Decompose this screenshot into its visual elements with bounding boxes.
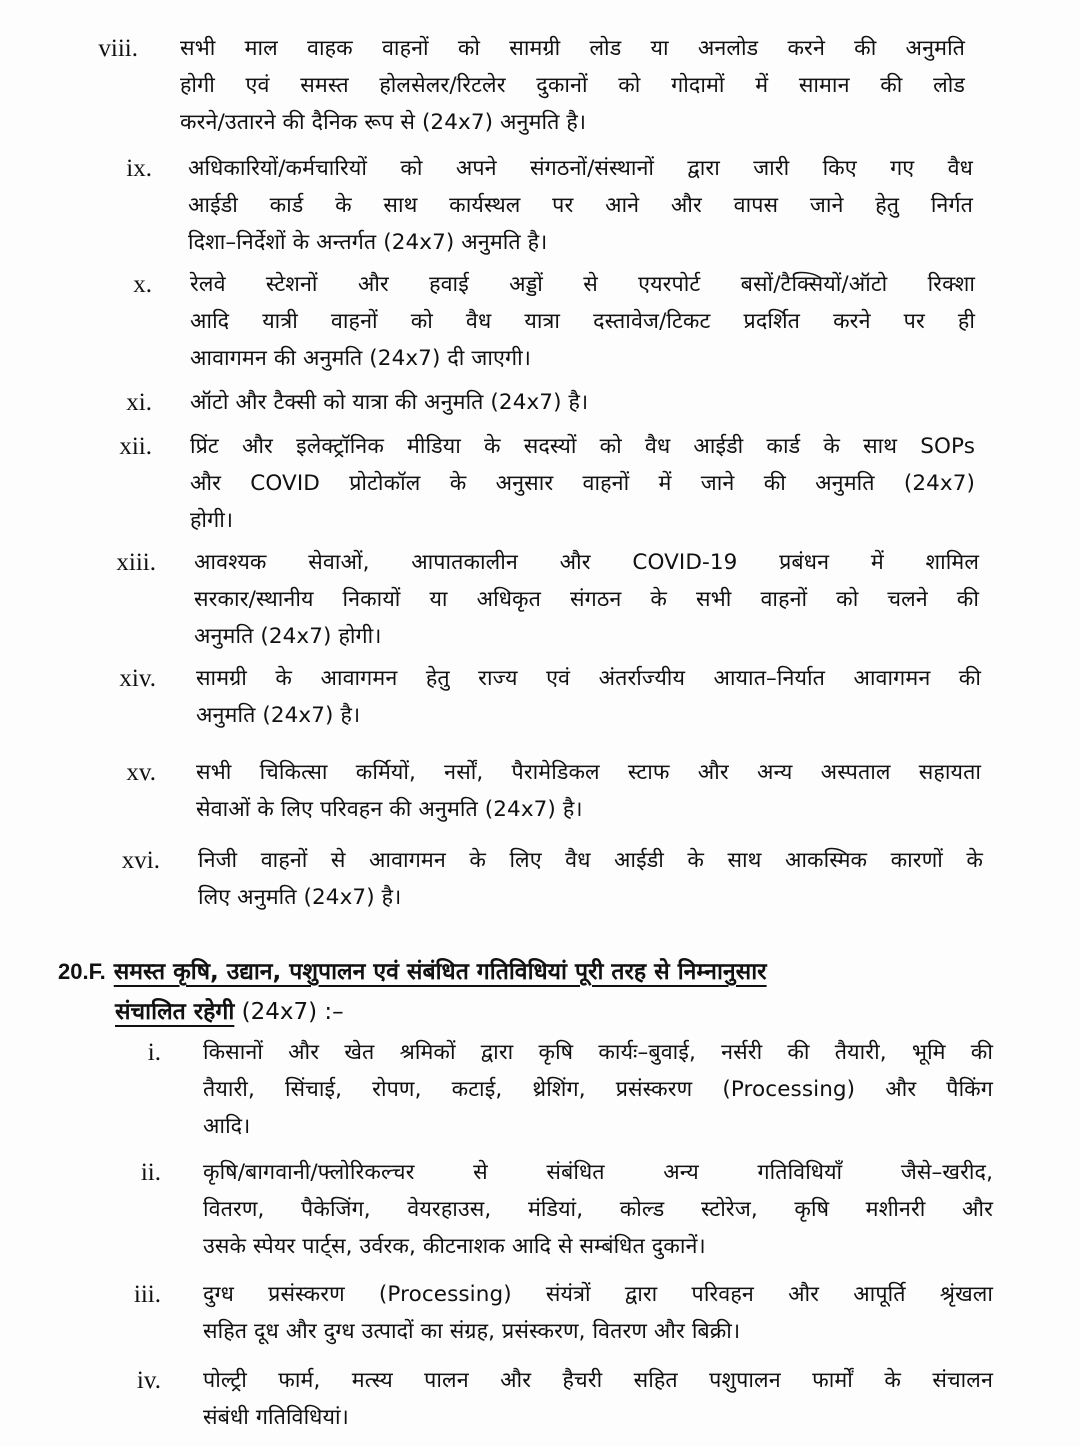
- text-line: पोल्ट्री फार्म, मत्स्य पालन और हैचरी सहित पशुपालन फार्मों के संचालन: [203, 1368, 993, 1393]
- item-number: i.: [147, 1039, 161, 1066]
- text-line: और COVID प्रोटोकॉल के अनुसार वाहनों में जाने की अनुमति (24x7): [190, 471, 975, 496]
- item-number: x.: [133, 271, 152, 298]
- list-item-xvi: [100, 842, 983, 916]
- heading-line-2: संचालित रहेगी: [115, 999, 235, 1025]
- item-text: [190, 428, 975, 539]
- text-line: अनुमति (24x7) होगी।: [194, 624, 382, 649]
- text-line: दुग्ध प्रसंस्करण (Processing) संयंत्रों द्वारा परिवहन और आपूर्ति श्रृंखला: [203, 1282, 993, 1307]
- item-text: [196, 754, 981, 828]
- item-number: xvi.: [121, 847, 160, 874]
- text-line: कृषि/बागवानी/फ्लोरिकल्चर से संबंधित अन्य गतिविधियाँ जैसे–खरीद,: [203, 1160, 993, 1185]
- text-line: अनुमति (24x7) है।: [196, 703, 361, 728]
- text-line: आवागमन की अनुमति (24x7) दी जाएगी।: [190, 346, 532, 371]
- list-item-ix: [92, 150, 973, 261]
- text-line: आईडी कार्ड के साथ कार्यस्थल पर आने और वापस जाने हेतु निर्गत: [188, 193, 973, 218]
- item-number: xii.: [119, 433, 152, 460]
- list-item-xiv: [96, 660, 981, 734]
- text-line: सहित दूध और दुग्ध उत्पादों का संग्रह, प्रसंस्करण, वितरण और बिक्री।: [203, 1319, 741, 1344]
- text-line: लिए अनुमति (24x7) है।: [198, 885, 402, 910]
- item-number: xi.: [126, 389, 152, 416]
- item-text: [188, 150, 973, 261]
- text-line: प्रिंट और इलेक्ट्रॉनिक मीडिया के सदस्यों को वैध आईडी कार्ड के साथ SOPs: [190, 434, 975, 459]
- item-text: [180, 30, 965, 141]
- list-item-ii: [116, 1154, 993, 1265]
- text-line: रेलवे स्टेशनों और हवाई अड्डों से एयरपोर्ट बसों/टैक्सियों/ऑटो रिक्शा: [190, 272, 975, 297]
- text-line: होगी।: [190, 508, 234, 533]
- item-text: [196, 660, 981, 734]
- item-text: [203, 1362, 993, 1436]
- text-line: ऑटो और टैक्सी को यात्रा की अनुमति (24x7) है।: [190, 390, 589, 415]
- item-number: ii.: [140, 1159, 161, 1186]
- text-line: अधिकारियों/कर्मचारियों को अपने संगठनों/संस्थानों द्वारा जारी किए गए वैध: [188, 156, 973, 181]
- item-number: xv.: [126, 759, 156, 786]
- item-number: ix.: [126, 155, 152, 182]
- list-item-xi: [92, 384, 975, 421]
- heading-suffix: (24x7) :–: [234, 999, 344, 1025]
- text-line: सामग्री के आवागमन हेतु राज्य एवं अंतर्राज्यीय आयात–निर्यात आवागमन की: [196, 666, 981, 691]
- section-heading: [58, 952, 988, 1032]
- list-item-x: [92, 266, 975, 377]
- text-line: सभी चिकित्सा कर्मियों, नर्सों, पैरामेडिकल स्टाफ और अन्य अस्पताल सहायता: [196, 760, 981, 785]
- text-line: करने/उतारने की दैनिक रूप से (24x7) अनुमति है।: [180, 110, 587, 135]
- text-line: उसके स्पेयर पार्ट्स, उर्वरक, कीटनाशक आदि से सम्बंधित दुकानें।: [203, 1234, 706, 1259]
- item-text: [198, 842, 983, 916]
- text-line: तैयारी, सिंचाई, रोपण, कटाई, थ्रेशिंग, प्रसंस्करण (Processing) और पैकिंग: [203, 1077, 993, 1102]
- list-item-i: [116, 1034, 993, 1145]
- text-line: होगी एवं समस्त होलसेलर/रिटलेर दुकानों को गोदामों में सामान की लोड: [180, 73, 965, 98]
- list-item-xv: [96, 754, 981, 828]
- text-line: दिशा–निर्देशों के अन्तर्गत (24x7) अनुमति है।: [188, 230, 548, 255]
- item-text: [194, 544, 979, 655]
- item-text: [190, 266, 975, 377]
- text-line: सरकार/स्थानीय निकायों या अधिकृत संगठन के सभी वाहनों को चलने की: [194, 587, 979, 612]
- item-number: viii.: [98, 35, 138, 62]
- item-number: iii.: [133, 1281, 161, 1308]
- text-line: किसानों और खेत श्रमिकों द्वारा कृषि कार्यः–बुवाई, नर्सरी की तैयारी, भूमि की: [203, 1040, 993, 1065]
- item-text: [190, 384, 975, 421]
- text-line: सभी माल वाहक वाहनों को सामग्री लोड या अनलोड करने की अनुमति: [180, 36, 965, 61]
- list-item-xii: [92, 428, 975, 539]
- item-text: [203, 1034, 993, 1145]
- item-number: xiv.: [119, 665, 156, 692]
- text-line: निजी वाहनों से आवागमन के लिए वैध आईडी के साथ आकस्मिक कारणों के: [198, 848, 983, 873]
- item-number: iv.: [136, 1367, 161, 1394]
- list-item-iv: [116, 1362, 993, 1436]
- text-line: वितरण, पैकेजिंग, वेयरहाउस, मंडियां, कोल्ड स्टोरेज, कृषि मशीनरी और: [203, 1197, 993, 1222]
- text-line: आदि।: [203, 1114, 251, 1139]
- item-text: [203, 1154, 993, 1265]
- section-number: 20.F.: [58, 959, 106, 984]
- heading-line-1: समस्त कृषि, उद्यान, पशुपालन एवं संबंधित गतिविधियां पूरी तरह से निम्नानुसार: [113, 959, 767, 985]
- text-line: आवश्यक सेवाओं, आपातकालीन और COVID-19 प्रबंधन में शामिल: [194, 550, 979, 575]
- item-text: [203, 1276, 993, 1350]
- text-line: आदि यात्री वाहनों को वैध यात्रा दस्तावेज/टिकट प्रदर्शित करने पर ही: [190, 309, 975, 334]
- list-item-iii: [116, 1276, 993, 1350]
- list-item-viii: [78, 30, 965, 141]
- list-item-xiii: [96, 544, 979, 655]
- text-line: संबंधी गतिविधियां।: [203, 1405, 349, 1430]
- item-number: xiii.: [116, 549, 156, 576]
- text-line: सेवाओं के लिए परिवहन की अनुमति (24x7) है।: [196, 797, 583, 822]
